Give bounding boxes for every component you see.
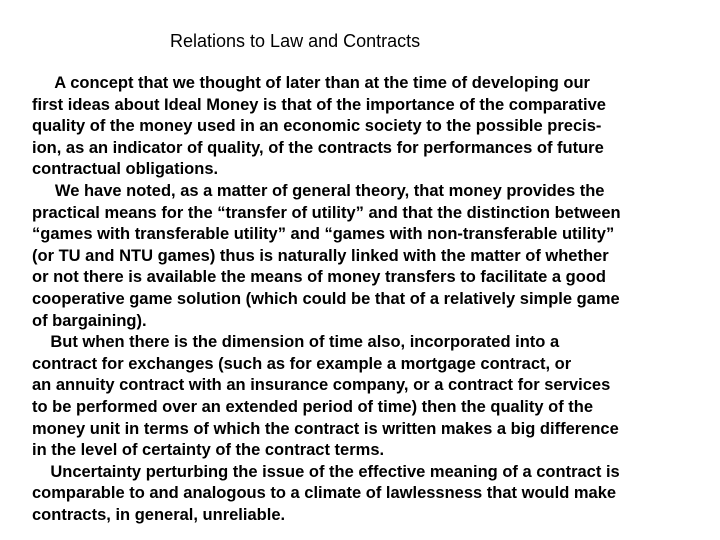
text-line: quality of the money used in an economic society to the possible precis-	[32, 117, 602, 136]
text-line: contractual obligations.	[32, 160, 219, 179]
text-line: in the level of certainty of the contract terms.	[32, 441, 385, 460]
text-line: practical means for the “transfer of utility” and that the distinction between	[32, 203, 621, 222]
text-line: or not there is available the means of money transfers to facilitate a good	[32, 268, 606, 287]
text-line: first ideas about Ideal Money is that of the importance of the comparative	[32, 95, 606, 114]
text-line: contract for exchanges (such as for example a mortgage contract, or	[32, 354, 572, 373]
text-line: But when there is the dimension of time also, incorporated into a	[32, 333, 560, 352]
text-line: to be performed over an extended period of time) then the quality of the	[32, 397, 594, 416]
text-line: cooperative game solution (which could be that of a relatively simple game	[32, 289, 620, 308]
text-line: A concept that we thought of later than at the time of developing our	[32, 74, 590, 92]
text-line: ion, as an indicator of quality, of the contracts for performances of future	[32, 138, 604, 157]
text-line: We have noted, as a matter of general theory, that money provides the	[32, 181, 605, 200]
page-title: Relations to Law and Contracts	[170, 31, 421, 51]
text-line: “games with transferable utility” and “games with non-transferable utility”	[32, 225, 615, 244]
body-text	[32, 73, 692, 526]
text-line: of bargaining).	[32, 311, 147, 330]
text-line: an annuity contract with an insurance company, or a contract for services	[32, 376, 611, 395]
text-line: money unit in terms of which the contract is written makes a big difference	[32, 419, 619, 438]
text-line: (or TU and NTU games) thus is naturally linked with the matter of whether	[32, 246, 609, 265]
text-line: comparable to and analogous to a climate of lawlessness that would make	[32, 484, 617, 503]
text-line: Uncertainty perturbing the issue of the effective meaning of a contract is	[32, 462, 620, 481]
text-line: contracts, in general, unreliable.	[32, 505, 286, 524]
